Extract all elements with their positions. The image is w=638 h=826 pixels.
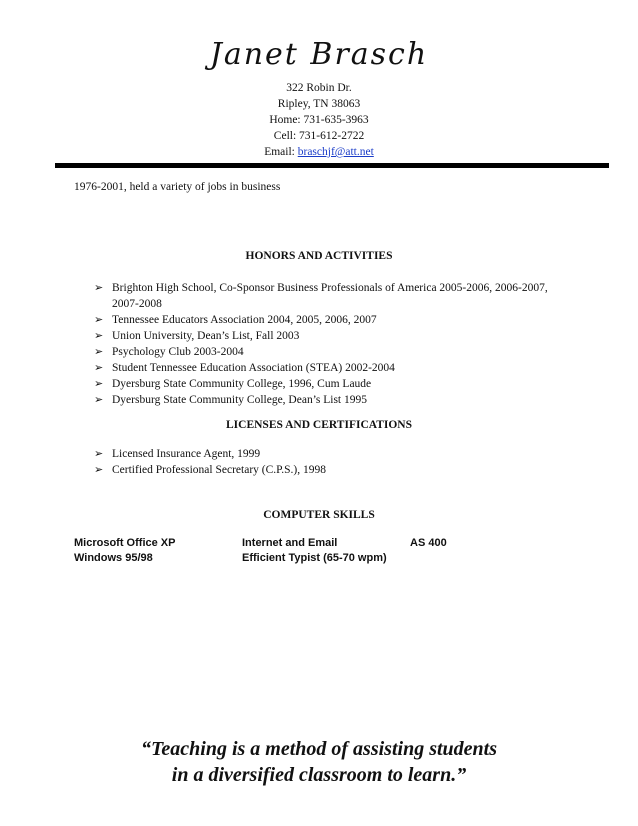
skill-cell: Efficient Typist (65-70 wpm) [242,552,387,564]
city-state-zip: Ripley, TN 38063 [277,98,361,110]
list-item: ➢ Student Tennessee Education Association (STEA) 2002-2004 [94,361,395,374]
arrow-bullet-icon: ➢ [94,281,104,294]
email-label: Email: [264,146,298,158]
quote-line-2: in a diversified classroom to learn.” [171,764,467,786]
skills-row [74,551,574,566]
arrow-bullet-icon: ➢ [94,345,104,358]
skills-row [74,536,574,551]
skill-cell: Internet and Email [242,537,338,549]
email-line [0,144,638,160]
header-divider [55,163,609,168]
honors-list [94,280,554,408]
applicant-name: Janet Brasch [209,37,429,72]
list-item: ➢ Dyersburg State Community College, Dean’s List 1995 [94,393,367,406]
arrow-bullet-icon: ➢ [94,313,104,326]
cell-phone: Cell: 731-612-2722 [273,130,365,142]
home-phone: Home: 731-635-3963 [269,114,369,126]
list-item: ➢ Psychology Club 2003-2004 [94,345,244,358]
licenses-heading: LICENSES AND CERTIFICATIONS [226,419,412,431]
list-item: ➢ Brighton High School, Co-Sponsor Business Professionals of America 2005-2006, 2006-2007, 2007-2008 [94,281,548,310]
skill-cell: Windows 95/98 [74,552,153,564]
contact-block [0,80,638,160]
arrow-bullet-icon: ➢ [94,447,104,460]
arrow-bullet-icon: ➢ [94,377,104,390]
list-item: ➢ Union University, Dean’s List, Fall 2003 [94,329,300,342]
quote-line-1: “Teaching is a method of assisting students [141,738,497,760]
licenses-list [94,446,554,478]
list-item: ➢ Licensed Insurance Agent, 1999 [94,447,261,460]
work-history: 1976-2001, held a variety of jobs in business [74,181,281,193]
arrow-bullet-icon: ➢ [94,393,104,406]
skill-cell: Microsoft Office XP [74,537,176,549]
list-item: ➢ Tennessee Educators Association 2004, 2005, 2006, 2007 [94,313,377,326]
arrow-bullet-icon: ➢ [94,329,104,342]
arrow-bullet-icon: ➢ [94,463,104,476]
teaching-quote [0,736,638,788]
arrow-bullet-icon: ➢ [94,361,104,374]
address-line: 322 Robin Dr. [286,82,352,94]
honors-heading: HONORS AND ACTIVITIES [245,250,393,262]
skills-table [74,536,574,566]
skill-cell: AS 400 [410,537,447,549]
list-item: ➢ Certified Professional Secretary (C.P.S.), 1998 [94,463,326,476]
skills-heading: COMPUTER SKILLS [263,509,375,521]
email-link[interactable]: braschjf@att.net [297,146,374,158]
list-item: ➢ Dyersburg State Community College, 1996, Cum Laude [94,377,372,390]
